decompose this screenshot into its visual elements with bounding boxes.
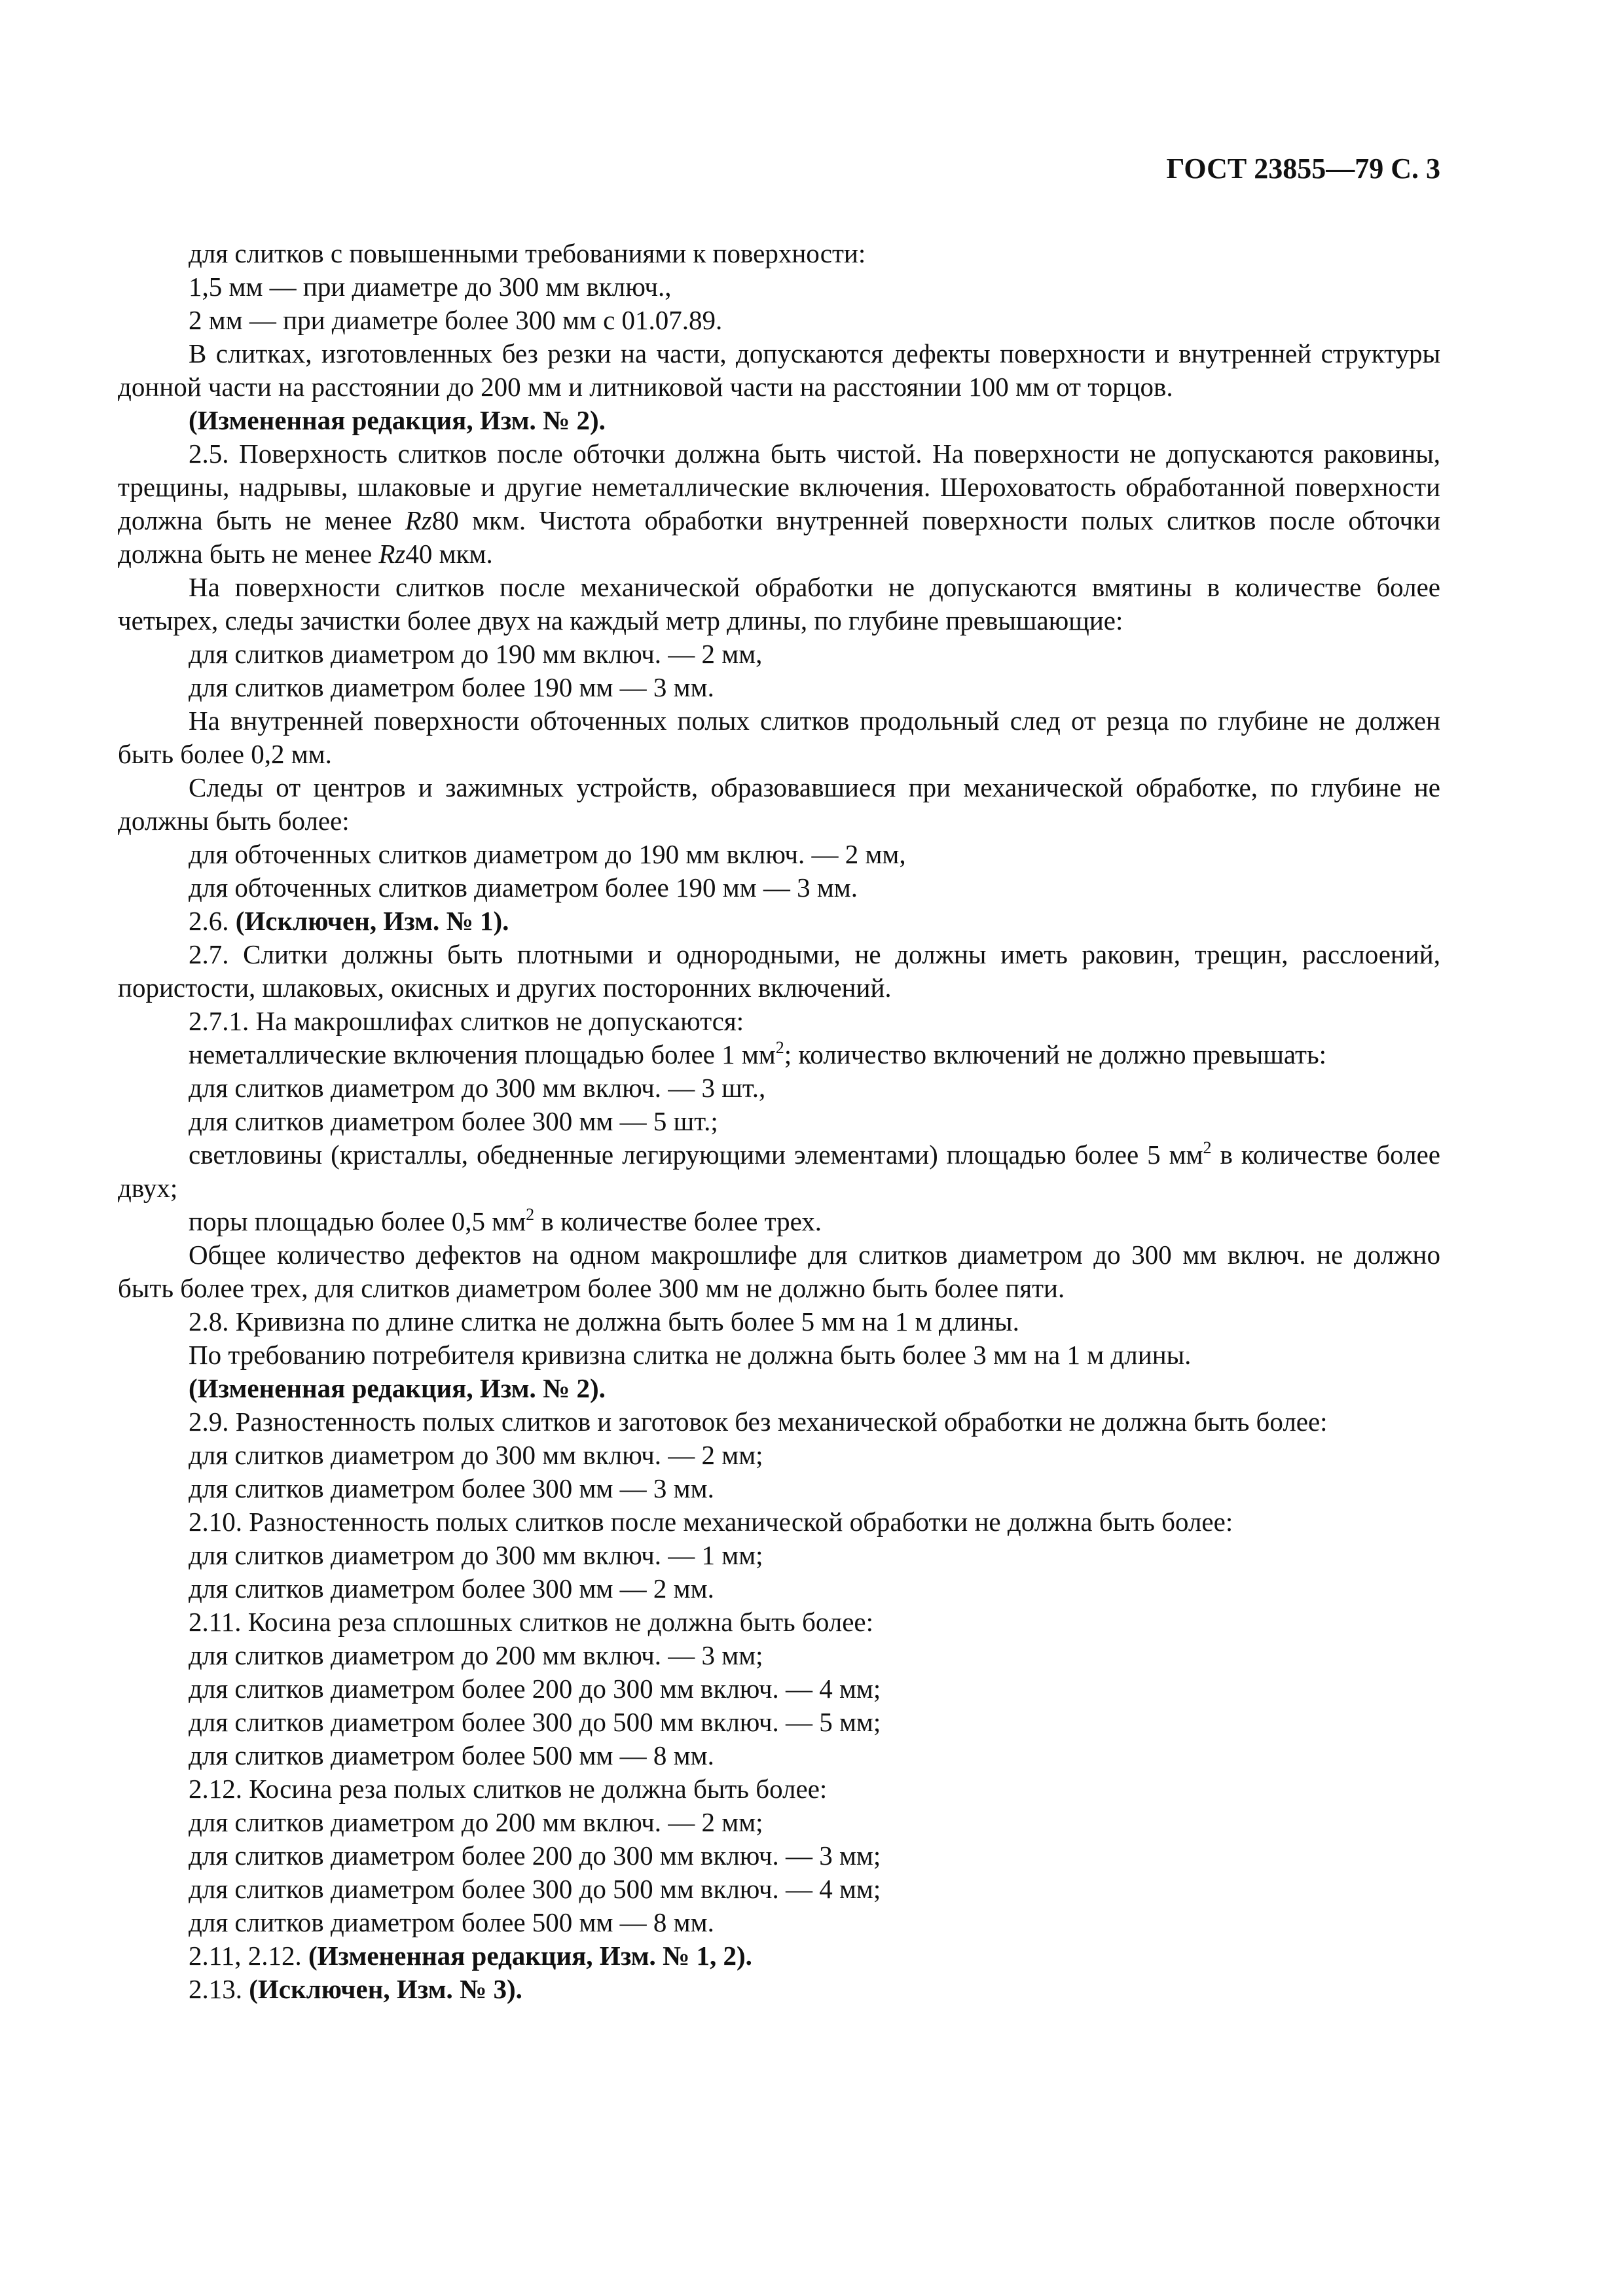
paragraph: светловины (кристаллы, обедненные легирующими элементами) площадью более 5 $мм^2$ в количестве более двух; [118,1138,1440,1203]
list-item: для слитков диаметром более 300 мм — 5 шт.; [189,1106,718,1136]
roughness-symbol: Rz [378,539,406,569]
section-2-5: 2.5. Поверхность слитков после обточки должна быть чистой. На поверхности не допускаются раковины, трещины, надрывы, шлаковые и другие неметаллические включения. Шероховатость обработанной поверхности должна быть не менее Rz80 мкм. Чистота обработки внутренней поверхности полых слитков после обточки должна быть не менее Rz40 мкм. [118,439,1441,569]
list-item: для слитков диаметром более 300 мм — 3 мм. [189,1473,714,1503]
list-item: для слитков диаметром до 300 мм включ. — 3 шт., [189,1073,766,1103]
section-2-7: 2.7. Слитки должны быть плотными и однородными, не должны иметь раковин, трещин, расслоений, пористости, шлаковых, окисных и других посторонних включений. [118,939,1440,1003]
amendment-note: (Измененная редакция, Изм. № 1, 2). [308,1941,752,1971]
roughness-symbol: Rz [405,505,432,535]
paragraph: Общее количество дефектов на одном макрошлифе для слитков диаметром до 300 мм включ. не должно быть более трех, для слитков диаметром более 300 мм не должно быть более пяти. [118,1240,1440,1303]
page-header: ГОСТ 23855—79 С. 3 [1166,152,1440,185]
paragraph: На внутренней поверхности обточенных полых слитков продольный след от резца по глубине не должен быть более 0,2 мм. [118,706,1440,769]
amendment-note: (Исключен, Изм. № 1). [235,906,509,936]
list-item: для слитков диаметром более 300 мм — 2 мм. [189,1573,714,1604]
list-item: для слитков диаметром более 200 до 300 мм включ. — 4 мм; [189,1674,881,1704]
list-item: для слитков диаметром более 190 мм — 3 мм. [189,672,714,702]
list-item: для слитков диаметром более 500 мм — 8 мм. [189,1740,714,1770]
list-item: для обточенных слитков диаметром более 190 мм — 3 мм. [189,872,858,903]
paragraph: В слитках, изготовленных без резки на части, допускаются дефекты поверхности и внутренней структуры донной части на расстоянии до 200 мм и литниковой части на расстоянии 100 мм от торцов. [118,338,1440,402]
list-item: для слитков диаметром до 200 мм включ. — 3 мм; [189,1640,763,1670]
paragraph: По требованию потребителя кривизна слитка не должна быть более 3 мм на 1 м длины. [189,1340,1192,1370]
list-item: для слитков диаметром более 500 мм — 8 мм. [189,1907,714,1937]
list-item: для обточенных слитков диаметром до 190 мм включ. — 2 мм, [189,839,906,869]
section-2-8: 2.8. Кривизна по длине слитка не должна быть более 5 мм на 1 м длины. [189,1306,1019,1336]
paragraph: 1,5 мм — при диаметре до 300 мм включ., [189,272,672,302]
list-item: для слитков диаметром до 190 мм включ. — 2 мм, [189,639,763,669]
section-2-9: 2.9. Разностенность полых слитков и заготовок без механической обработки не должна быть более: [189,1407,1328,1437]
paragraph: Следы от центров и зажимных устройств, образовавшиеся при механической обработке, по глубине не должны быть более: [118,772,1440,836]
list-item: для слитков диаметром более 300 до 500 мм включ. — 4 мм; [189,1874,881,1904]
section-2-10: 2.10. Разностенность полых слитков после механической обработки не должна быть более: [189,1507,1233,1537]
paragraph: На поверхности слитков после механической обработки не допускаются вмятины в количестве более четырех, следы зачистки более двух на каждый метр длины, по глубине превышающие: [118,572,1440,636]
paragraph: поры площадью более 0,5 $мм^2$ в количестве более трех. [189,1205,822,1236]
amendment-line: 2.11, 2.12. (Измененная редакция, Изм. № 1, 2). [189,1941,752,1971]
amendment-note: (Измененная редакция, Изм. № 2). [189,1373,606,1403]
list-item: для слитков диаметром до 300 мм включ. — 2 мм; [189,1440,763,1470]
section-2-12: 2.12. Косина реза полых слитков не должна быть более: [189,1774,828,1804]
paragraph: неметаллические включения площадью более 1 $мм^2$; количество включений не должно превышать: [189,1038,1327,1069]
amendment-note: (Исключен, Изм. № 3). [249,1974,522,2004]
list-item: для слитков диаметром более 200 до 300 мм включ. — 3 мм; [189,1840,881,1871]
section-2-7-1: 2.7.1. На макрошлифах слитков не допускаются: [189,1006,744,1036]
section-2-6: 2.6. (Исключен, Изм. № 1). [189,906,509,936]
paragraph: для слитков с повышенными требованиями к поверхности: [189,238,866,268]
list-item: для слитков диаметром более 300 до 500 мм включ. — 5 мм; [189,1707,881,1737]
paragraph: 2 мм — при диаметре более 300 мм с 01.07.89. [189,305,723,335]
section-2-11: 2.11. Косина реза сплошных слитков не должна быть более: [189,1607,874,1637]
section-2-13: 2.13. (Исключен, Изм. № 3). [189,1974,522,2004]
list-item: для слитков диаметром до 200 мм включ. — 2 мм; [189,1807,763,1837]
document-body [118,237,1440,2006]
list-item: для слитков диаметром до 300 мм включ. — 1 мм; [189,1540,763,1570]
amendment-note: (Измененная редакция, Изм. № 2). [189,405,606,435]
